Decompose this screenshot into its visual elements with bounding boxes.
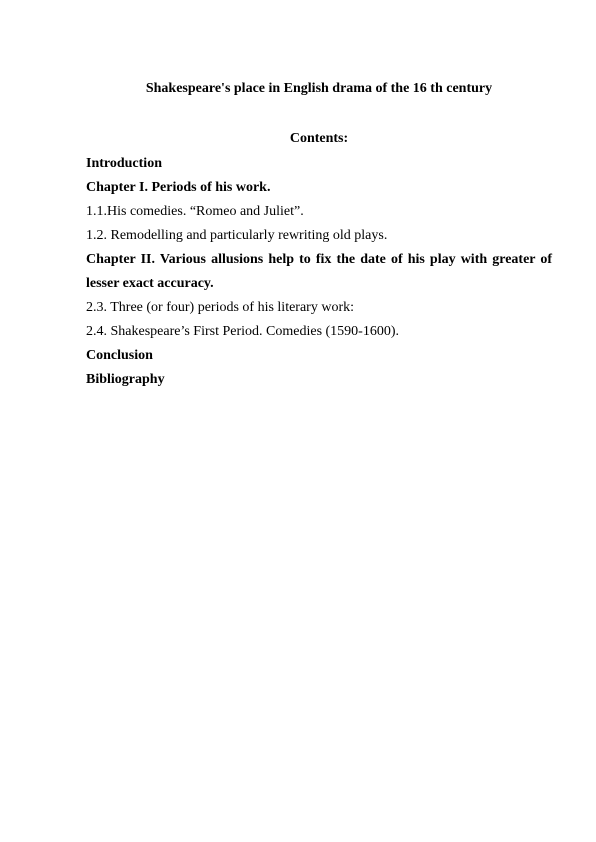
toc-entry-bibliography: Bibliography <box>86 372 165 387</box>
document-title: Shakespeare's place in English drama of the 16 th century <box>145 81 493 96</box>
toc-entry-introduction: Introduction <box>86 156 162 171</box>
toc-entry-chapter-2: Chapter II. Various allusions help to fix the date of his play with greater of lesser exact accuracy. <box>86 252 552 291</box>
toc-entry-2-3: 2.3. Three (or four) periods of his literary work: <box>86 300 354 315</box>
contents-heading: Contents: <box>289 131 349 146</box>
toc-entry-1-2: 1.2. Remodelling and particularly rewriting old plays. <box>86 228 388 243</box>
toc-entry-conclusion: Conclusion <box>86 348 153 363</box>
table-of-contents <box>86 152 552 392</box>
toc-entry-2-4: 2.4. Shakespeare’s First Period. Comedies (1590-1600). <box>86 324 400 339</box>
toc-entry-chapter-1: Chapter I. Periods of his work. <box>86 180 271 195</box>
toc-entry-1-1: 1.1.His comedies. “Romeo and Juliet”. <box>86 204 304 219</box>
